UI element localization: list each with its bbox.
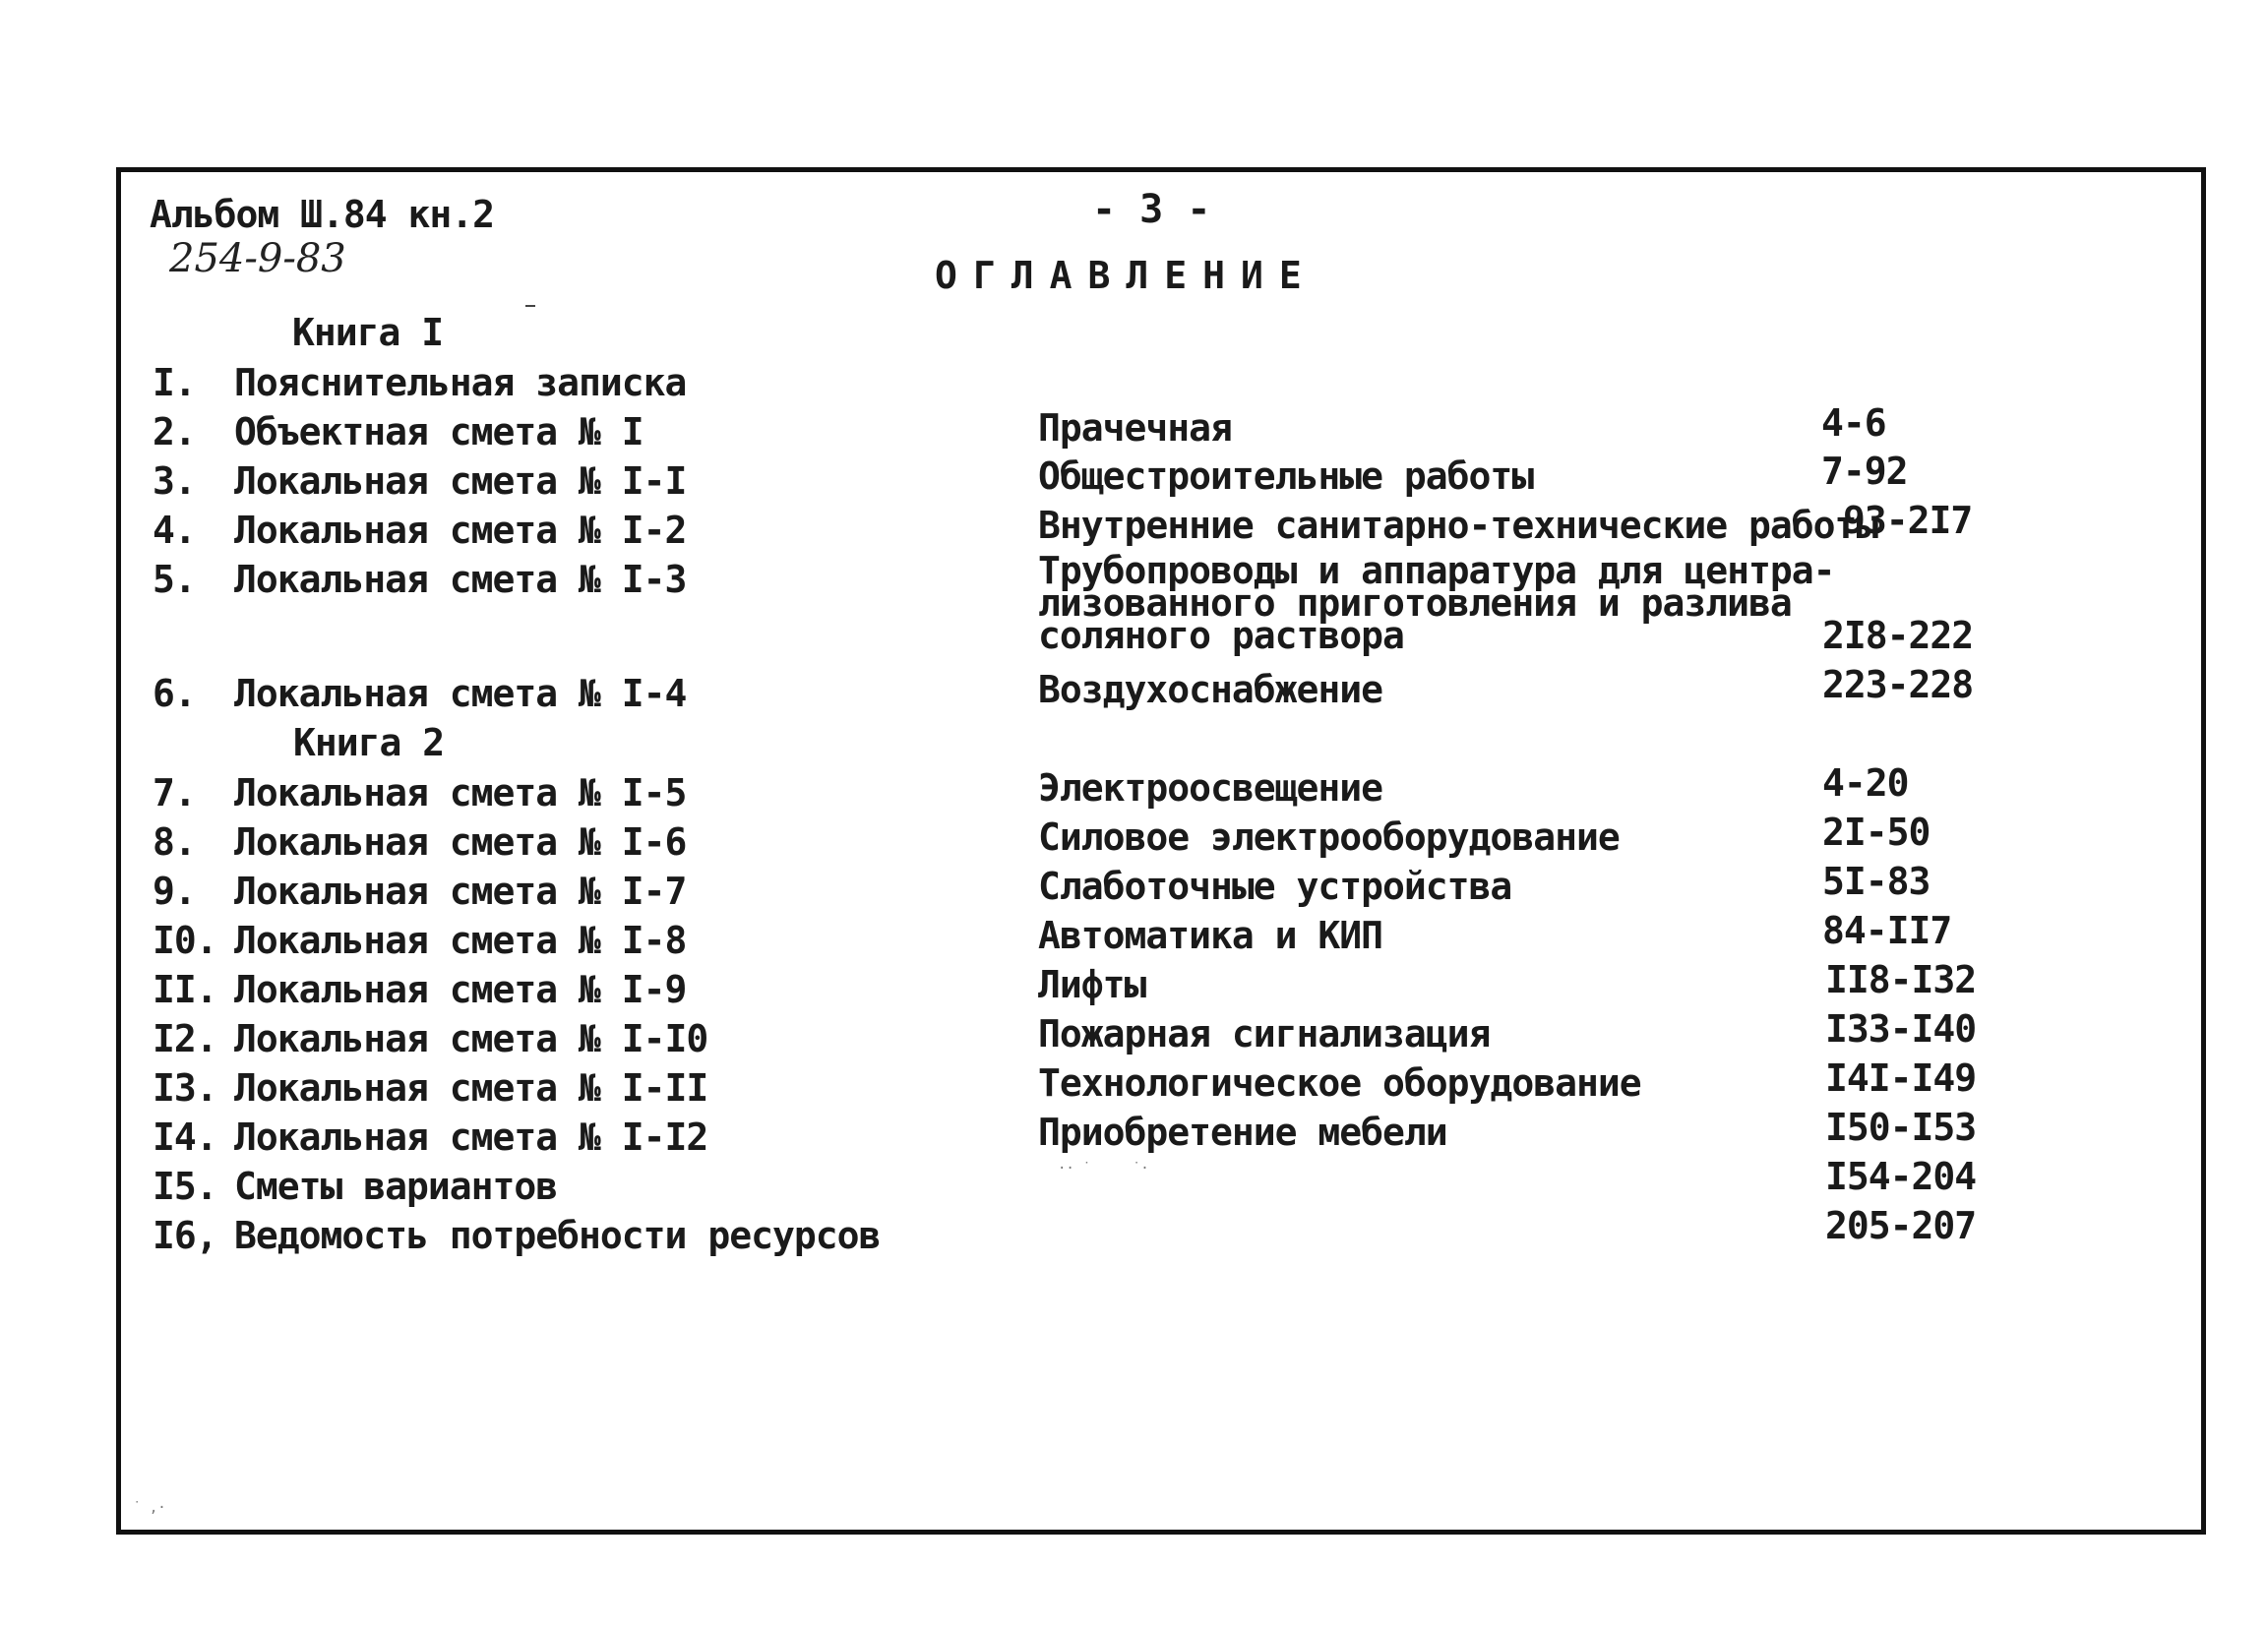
entry-description: Слаботочные устройства <box>1038 865 1512 908</box>
entry-description: Пожарная сигнализация <box>1038 1012 1491 1055</box>
entry-pages: II8-I32 <box>1825 958 1977 1001</box>
entry-number: 8. <box>153 820 196 864</box>
entry-pages: 84-II7 <box>1822 909 1952 952</box>
scan-specks: ·· ˙ ˙· <box>1058 1161 1149 1176</box>
entry-description-line: Трубопроводы и аппаратура для центра- <box>1038 549 1835 592</box>
handwritten-code: 254-9-83 <box>169 236 346 281</box>
entry-title: Объектная смета № I <box>234 410 644 453</box>
book-1-heading: Книга I <box>292 311 444 354</box>
entry-pages: 7-92 <box>1821 450 1908 493</box>
entry-number: I3. <box>153 1066 217 1110</box>
entry-number: I5. <box>153 1165 217 1208</box>
entry-title: Локальная смета № I-II <box>234 1066 708 1110</box>
entry-pages: 4-20 <box>1822 761 1909 805</box>
entry-number: 6. <box>153 672 196 715</box>
entry-number: 9. <box>153 870 196 913</box>
entry-number: I. <box>153 361 196 404</box>
entry-title: Локальная смета № I-4 <box>234 672 687 715</box>
entry-description-line: соляного раствора <box>1038 614 1404 657</box>
entry-number: 4. <box>153 509 196 552</box>
toc-title: ОГЛАВЛЕНИЕ <box>935 254 1318 297</box>
stray-mark <box>525 305 535 307</box>
entry-title: Локальная смета № I-8 <box>234 919 687 962</box>
entry-pages: 93-2I7 <box>1843 499 1973 542</box>
entry-number: 3. <box>153 459 196 503</box>
page-number: - 3 - <box>1092 187 1211 232</box>
entry-title: Локальная смета № I-I0 <box>234 1017 708 1060</box>
entry-description: Внутренние санитарно-технические работы <box>1038 504 1878 547</box>
entry-number: I4. <box>153 1115 217 1159</box>
entry-title: Ведомость потребности ресурсов <box>234 1214 881 1257</box>
entry-pages: 205-207 <box>1825 1204 1977 1247</box>
entry-pages: I33-I40 <box>1825 1007 1977 1051</box>
entry-pages: 5I-83 <box>1822 860 1931 903</box>
entry-description <box>1038 549 1835 657</box>
entry-title: Локальная смета № I-3 <box>234 558 687 601</box>
entry-pages: I54-204 <box>1825 1155 1977 1198</box>
entry-number: 7. <box>153 771 196 814</box>
entry-description: Технологическое оборудование <box>1038 1061 1641 1105</box>
entry-description: Лифты <box>1038 963 1146 1006</box>
entry-title: Локальная смета № I-6 <box>234 820 687 864</box>
book-2-heading: Книга 2 <box>293 721 445 764</box>
entry-number: 5. <box>153 558 196 601</box>
entry-number: I0. <box>153 919 217 962</box>
entry-title: Локальная смета № I-I <box>234 459 687 503</box>
entry-description: Общестроительные работы <box>1038 454 1534 498</box>
entry-title: Пояснительная записка <box>234 361 687 404</box>
entry-pages: 223-228 <box>1822 663 1974 706</box>
entry-pages: 4-6 <box>1821 401 1886 445</box>
entry-description: Автоматика и КИП <box>1038 914 1383 957</box>
entry-description: Электроосвещение <box>1038 766 1383 810</box>
entry-pages: I50-I53 <box>1825 1106 1977 1149</box>
entry-title: Локальная смета № I-2 <box>234 509 687 552</box>
entry-description: Силовое электрооборудование <box>1038 815 1620 859</box>
entry-pages: 2I-50 <box>1822 811 1931 854</box>
album-label: Альбом Ш.84 кн.2 <box>150 193 495 236</box>
entry-title: Локальная смета № I-5 <box>234 771 687 814</box>
entry-number: I2. <box>153 1017 217 1060</box>
entry-description: Воздухоснабжение <box>1038 668 1383 711</box>
scan-specks: ˙ ,· <box>133 1500 166 1516</box>
entry-description: Прачечная <box>1038 406 1232 450</box>
entry-number: I6, <box>153 1214 217 1257</box>
entry-pages: 2I8-222 <box>1822 614 1974 657</box>
entry-description: Приобретение мебели <box>1038 1111 1447 1154</box>
entry-number: 2. <box>153 410 196 453</box>
entry-pages: I4I-I49 <box>1825 1056 1977 1100</box>
entry-title: Локальная смета № I-9 <box>234 968 687 1011</box>
entry-title: Локальная смета № I-7 <box>234 870 687 913</box>
entry-title: Сметы вариантов <box>234 1165 558 1208</box>
entry-description-line: лизованного приготовления и разлива <box>1038 581 1792 625</box>
entry-title: Локальная смета № I-I2 <box>234 1115 708 1159</box>
entry-number: II. <box>153 968 217 1011</box>
